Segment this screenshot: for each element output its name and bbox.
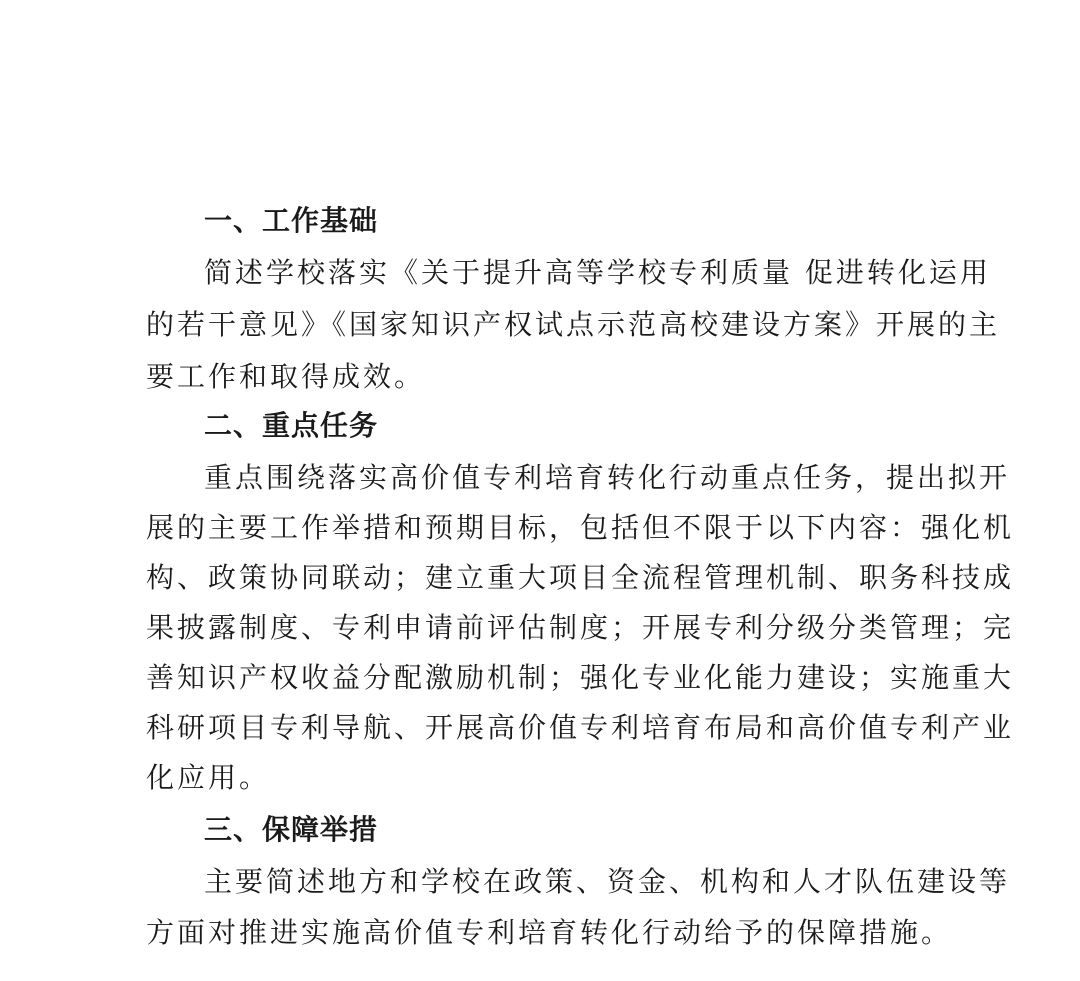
paragraph-line: 方面对推进实施高价值专利培育转化行动给予的保障措施。 xyxy=(146,916,953,949)
paragraph-line: 的若干意见》《国家知识产权试点示范高校建设方案》开展的主 xyxy=(146,308,1001,341)
paragraph-line: 主要简述地方和学校在政策、资金、机构和人才队伍建设等 xyxy=(204,865,1011,898)
section-heading-1: 一、工作基础 xyxy=(204,204,379,237)
paragraph-line: 构、政策协同联动；建立重大项目全流程管理机制、职务科技成 xyxy=(146,561,1015,594)
paragraph-line: 要工作和取得成效。 xyxy=(146,360,426,393)
paragraph-line: 重点围绕落实高价值专利培育转化行动重点任务，提出拟开 xyxy=(204,461,1011,494)
paragraph-line: 科研项目专利导航、开展高价值专利培育布局和高价值专利产业 xyxy=(146,711,1015,744)
section-heading-2: 二、重点任务 xyxy=(204,409,379,442)
paragraph-line: 果披露制度、专利申请前评估制度；开展专利分级分类管理；完 xyxy=(146,611,1015,644)
paragraph-line: 简述学校落实《关于提升高等学校专利质量 促进转化运用 xyxy=(204,256,991,289)
paragraph-line: 展的主要工作举措和预期目标，包括但不限于以下内容：强化机 xyxy=(146,511,1015,544)
paragraph-line: 善知识产权收益分配激励机制；强化专业化能力建设；实施重大 xyxy=(146,661,1015,694)
section-heading-3: 三、保障举措 xyxy=(204,813,379,846)
paragraph-line: 化应用。 xyxy=(146,761,271,794)
